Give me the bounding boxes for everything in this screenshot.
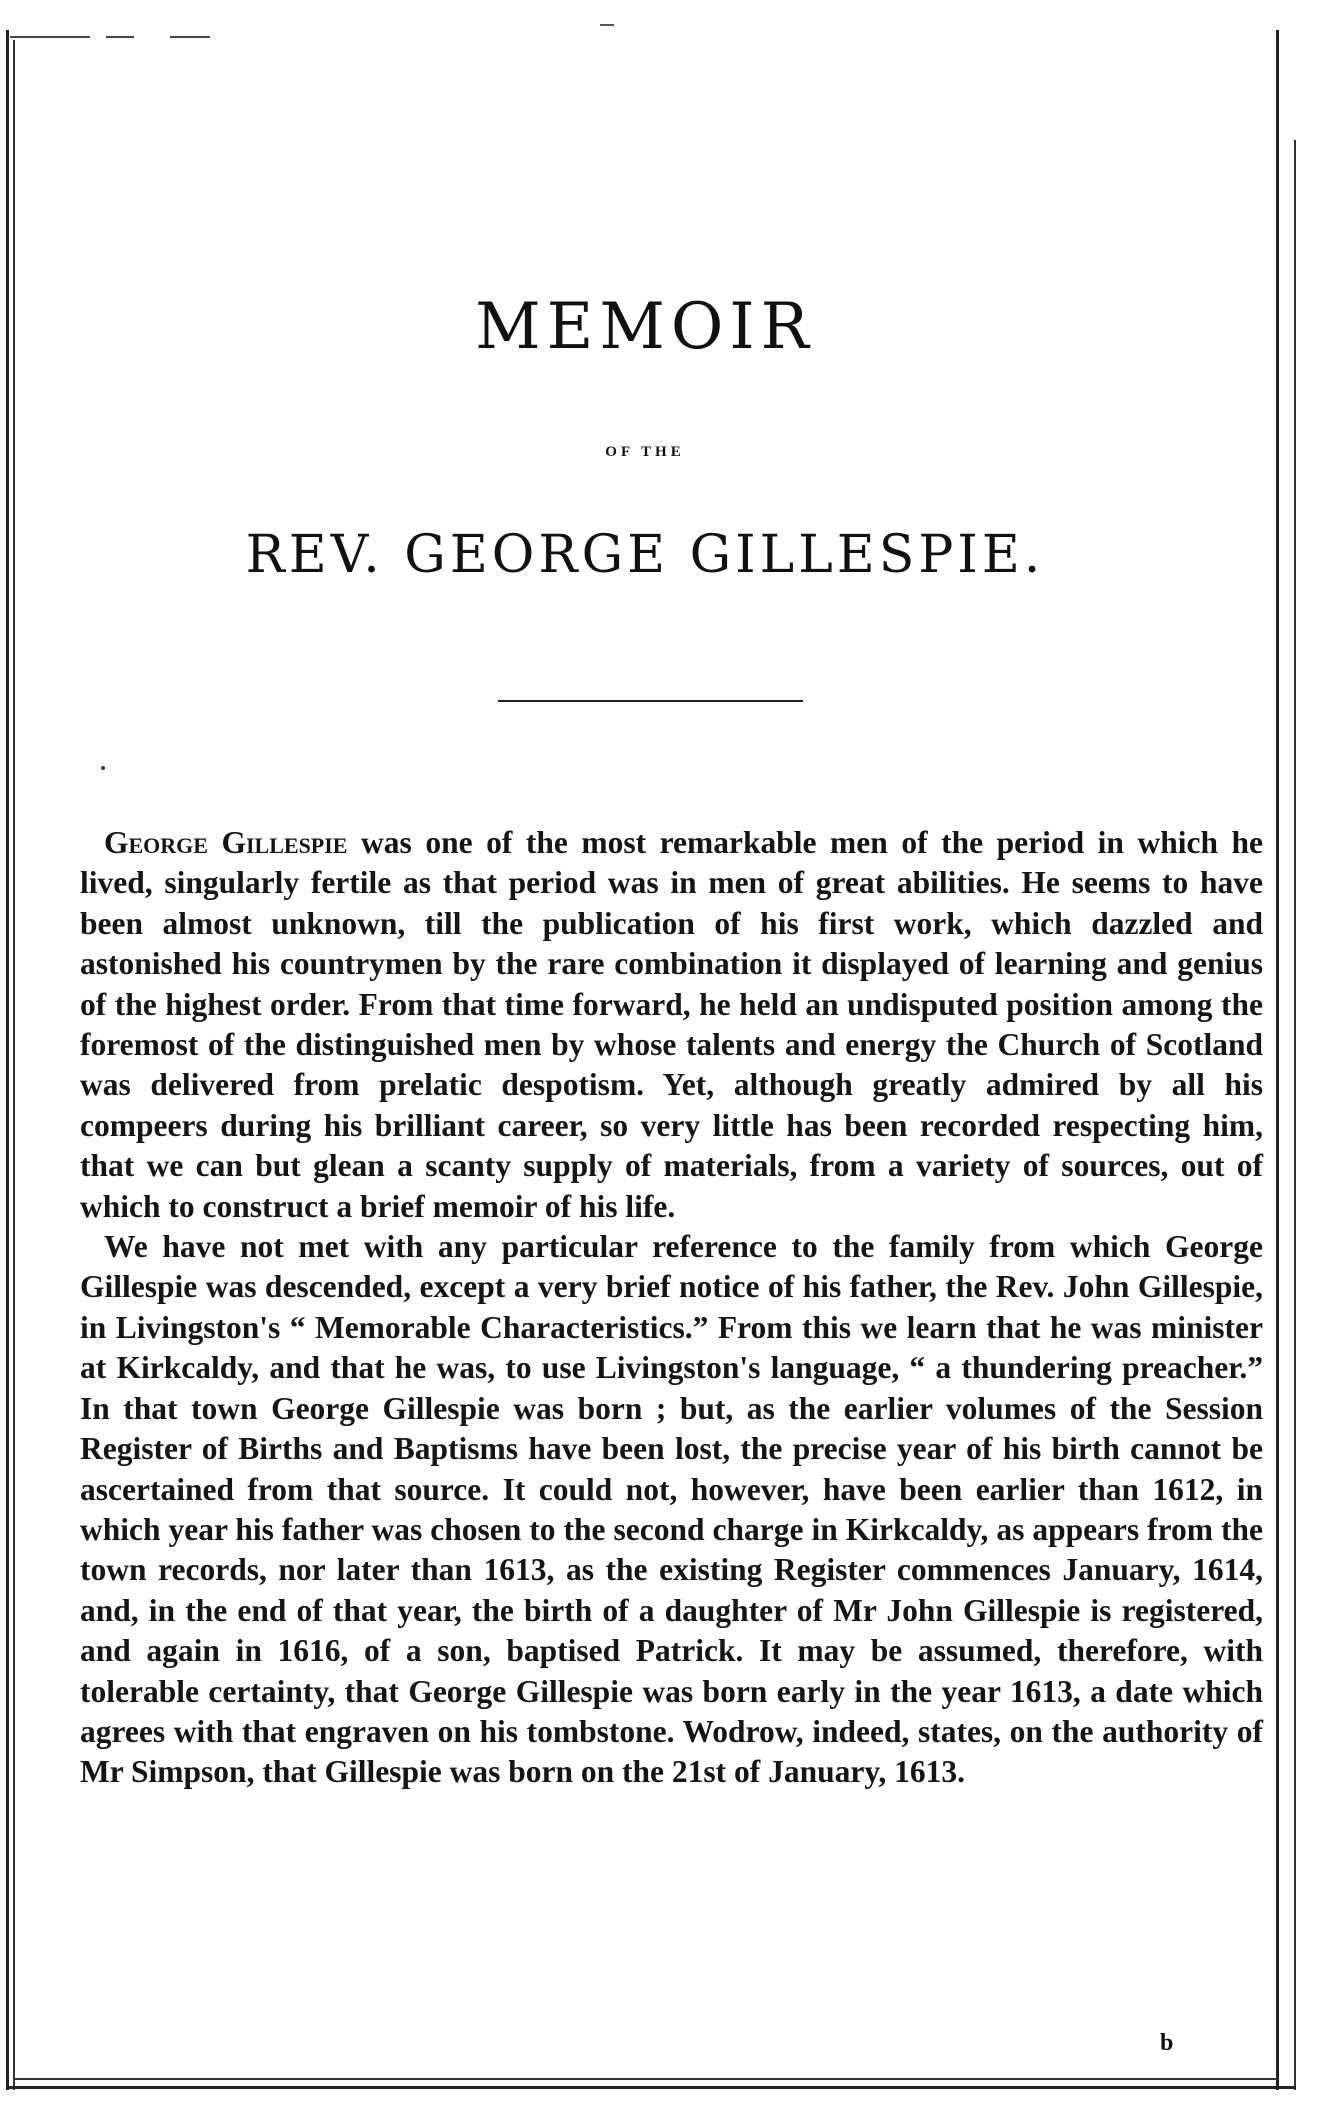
paragraph-2 [80, 1227, 1263, 1793]
ink-speck [101, 766, 105, 770]
bottom-border-inner-rule [13, 2078, 1278, 2080]
top-border-rule [10, 36, 210, 38]
paragraph-text: was one of the most remarkable men of the period in which he lived, singularly fertile as that period was in men of great abilities. He seems to have been almost unknown, till the publication of his first work, which dazzled and astonished his countrymen by the rare combination it displayed of learning and genius of the highest order. From that time forward, he held an undisputed position among the foremost of the distinguished men by whose talents and energy the Church of Scotland was delivered from prelatic despotism. Yet, although greatly admired by all his compeers during his brilliant career, so very little has been recorded respecting him, that we can but glean a scanty supply of materials, from a variety of sources, out of which to construct a brief memoir of his life. [80, 825, 1263, 1224]
paragraph-text: We have not met with any particular reference to the family from which George Gillespie was descended, except a very brief notice of his father, the Rev. John Gillespie, in Livingston's “ Memorable Characteristics.” From this we learn that he was minister at Kirkcaldy, and that he was, to use Livingston's language, “ a thundering preacher.” In that town George Gillespie was born ; but, as the earlier volumes of the Session Register of Births and Baptisms have been lost, the precise year of his birth cannot be ascertained from that source. It could not, however, have been earlier than 1612, in which year his father was chosen to the second charge in Kirkcaldy, as appears from the town records, nor later than 1613, as the existing Register commences January, 1614, and, in the end of that year, the birth of a daughter of Mr John Gillespie is registered, and again in 1616, of a son, baptised Patrick. It may be assumed, therefore, with tolerable certainty, that George Gillespie was born early in the year 1613, a date which agrees with that engraven on his tombstone. Wodrow, indeed, states, on the authority of Mr Simpson, that Gillespie was born on the 21st of January, 1613. [80, 1229, 1263, 1790]
signature-mark: b [1160, 2030, 1174, 2056]
page-title: MEMOIR [475, 290, 815, 364]
top-ink-mark [600, 24, 614, 26]
paragraph-lead-name: George Gillespie [104, 825, 348, 860]
paragraph-1 [80, 823, 1263, 1227]
subject-name: REV. GEORGE GILLESPIE. [245, 525, 1045, 585]
title-connector: OF THE [605, 444, 685, 460]
title-divider [498, 700, 803, 702]
bottom-border-rule [6, 2086, 1296, 2089]
right-border-inner-rule [1294, 140, 1296, 2090]
memoir-body [80, 823, 1263, 1793]
